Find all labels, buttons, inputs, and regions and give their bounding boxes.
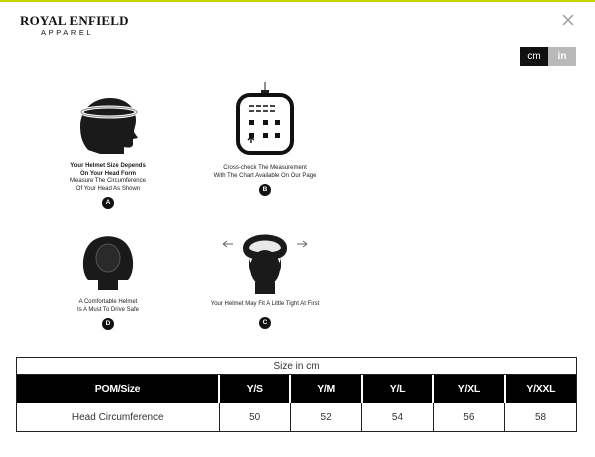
badge-b: B [259, 184, 271, 196]
size-table-header-row [17, 375, 576, 403]
guide-panel-d [58, 228, 158, 330]
brand-logo [20, 14, 130, 38]
panel-b-line-1: Cross-check The Measurement [223, 165, 307, 171]
panel-c-line-1: Your Helmet May Fit A Little Tight At First [210, 301, 320, 307]
brand-sub: APPAREL [41, 28, 94, 37]
guide-panel-a [58, 88, 158, 209]
panel-d-caption [58, 299, 158, 314]
helmet-front-illustration [195, 226, 335, 296]
cell-yl: 54 [362, 403, 433, 431]
guide-panel-c [195, 226, 335, 329]
panel-c-caption [195, 301, 335, 309]
table-row [17, 403, 576, 431]
panel-a-line-3: Measure The Circumference [70, 178, 146, 184]
cell-yxl: 56 [433, 403, 504, 431]
guide-panel-b [195, 80, 335, 196]
panel-a-title-2: On Your Head Form [79, 170, 137, 177]
unit-cm-button[interactable]: cm [520, 47, 548, 66]
header-yxxl: Y/XXL [505, 375, 576, 403]
badge-a: A [102, 197, 114, 209]
size-table-caption: Size in cm [17, 358, 576, 375]
accent-top-line [0, 0, 595, 2]
header-pom: POM/Size [17, 375, 219, 403]
size-chart-illustration [195, 80, 335, 160]
badge-d: D [102, 318, 114, 330]
panel-b-line-2: With The Chart Available On Our Page [213, 172, 317, 179]
badge-c: C [259, 317, 271, 329]
cell-ym: 52 [290, 403, 361, 431]
head-measure-illustration [58, 88, 158, 158]
panel-d-line-2: Is A Must To Drive Safe [77, 306, 139, 313]
size-table [16, 357, 577, 432]
header-yl: Y/L [362, 375, 433, 403]
cell-yxxl: 58 [505, 403, 576, 431]
row-label: Head Circumference [71, 411, 164, 423]
header-ys: Y/S [219, 375, 290, 403]
panel-a-title-1: Your Helmet Size Depends [70, 163, 146, 169]
panel-a-caption [58, 163, 158, 193]
unit-toggle [520, 47, 576, 66]
header-ym: Y/M [290, 375, 361, 403]
panel-d-line-1: A Comfortable Helmet [78, 299, 138, 305]
unit-in-button[interactable]: in [548, 47, 576, 66]
header-yxl: Y/XL [433, 375, 504, 403]
brand-name: ROYAL ENFIELD [20, 13, 129, 28]
close-icon[interactable] [560, 12, 576, 28]
cell-ys: 50 [219, 403, 290, 431]
panel-b-caption [195, 165, 335, 180]
helmet-back-illustration [58, 228, 158, 294]
panel-a-line-4: Of Your Head As Shown [75, 185, 141, 192]
